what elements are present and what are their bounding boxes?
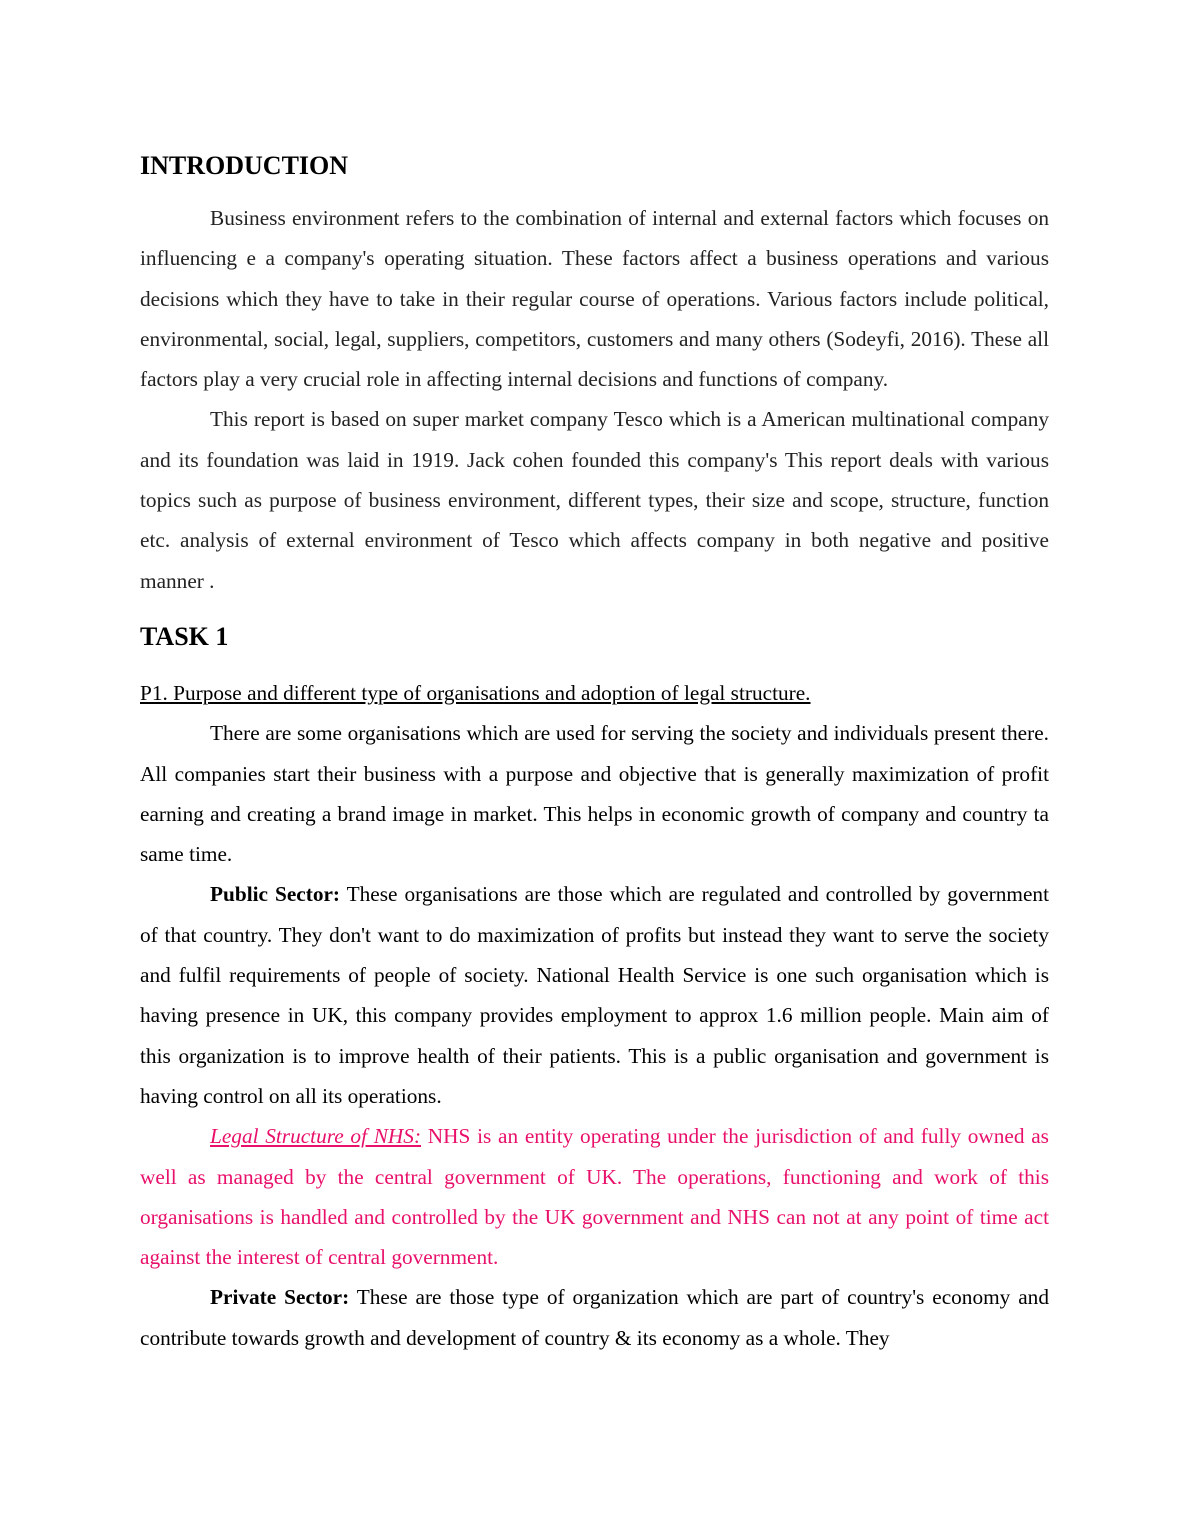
introduction-heading: INTRODUCTION — [140, 151, 349, 180]
task1-paragraph-1: There are some organisations which are used for serving the society and individuals present there. All companies start their business with a purpose and objective that is generally maximization of profit earning and creating a brand image in market. This helps in economic growth of company and country ta same time. — [140, 721, 1049, 867]
private-sector-text: These are those type of organization which are part of country's economy and contribute towards growth and development of country & its economy as a whole. They — [140, 1285, 1049, 1350]
legal-structure-label: Legal Structure of NHS: — [210, 1124, 422, 1149]
public-sector-paragraph — [140, 874, 1049, 1116]
legal-structure-paragraph — [140, 1116, 1049, 1277]
private-sector-label: Private Sector: — [210, 1285, 350, 1310]
task1-heading: TASK 1 — [140, 621, 229, 651]
public-sector-text: These organisations are those which are regulated and controlled by government of that country. They don't want to do maximization of profits but instead they want to serve the society and fulfil requirements of people of society. National Health Service is one such organisation which is having presence in UK, this company provides employment to approx 1.6 million people. Main aim of this organization is to improve health of their patients. This is a public organisation and government is having control on all its operations. — [140, 882, 1049, 1108]
intro-paragraph-2: This report is based on super market company Tesco which is a American multinational company and its foundation was laid in 1919. Jack cohen founded this company's This report deals with various topics such as purpose of business environment, different types, their size and scope, structure, function etc. analysis of external environment of Tesco which affects company in both negative and positive manner . — [140, 407, 1049, 593]
public-sector-label: Public Sector: — [210, 882, 341, 907]
intro-paragraph-1: Business environment refers to the combination of internal and external factors which focuses on influencing e a company's operating situation. These factors affect a business operations and various decisions which they have to take in their regular course of operations. Various factors include political, environmental, social, legal, suppliers, competitors, customers and many others (Sodeyfi, 2016). These all factors play a very crucial role in affecting internal decisions and functions of company. — [140, 206, 1049, 392]
p1-subheading: P1. Purpose and different type of organisations and adoption of legal structure. — [140, 680, 811, 705]
legal-structure-text: NHS is an entity operating under the jurisdiction of and fully owned as well as managed by the central government of UK. The operations, functioning and work of this organisations is handled and controlled by the UK government and NHS can not at any point of time act against the interest of central government. — [140, 1124, 1049, 1270]
private-sector-paragraph — [140, 1277, 1049, 1358]
